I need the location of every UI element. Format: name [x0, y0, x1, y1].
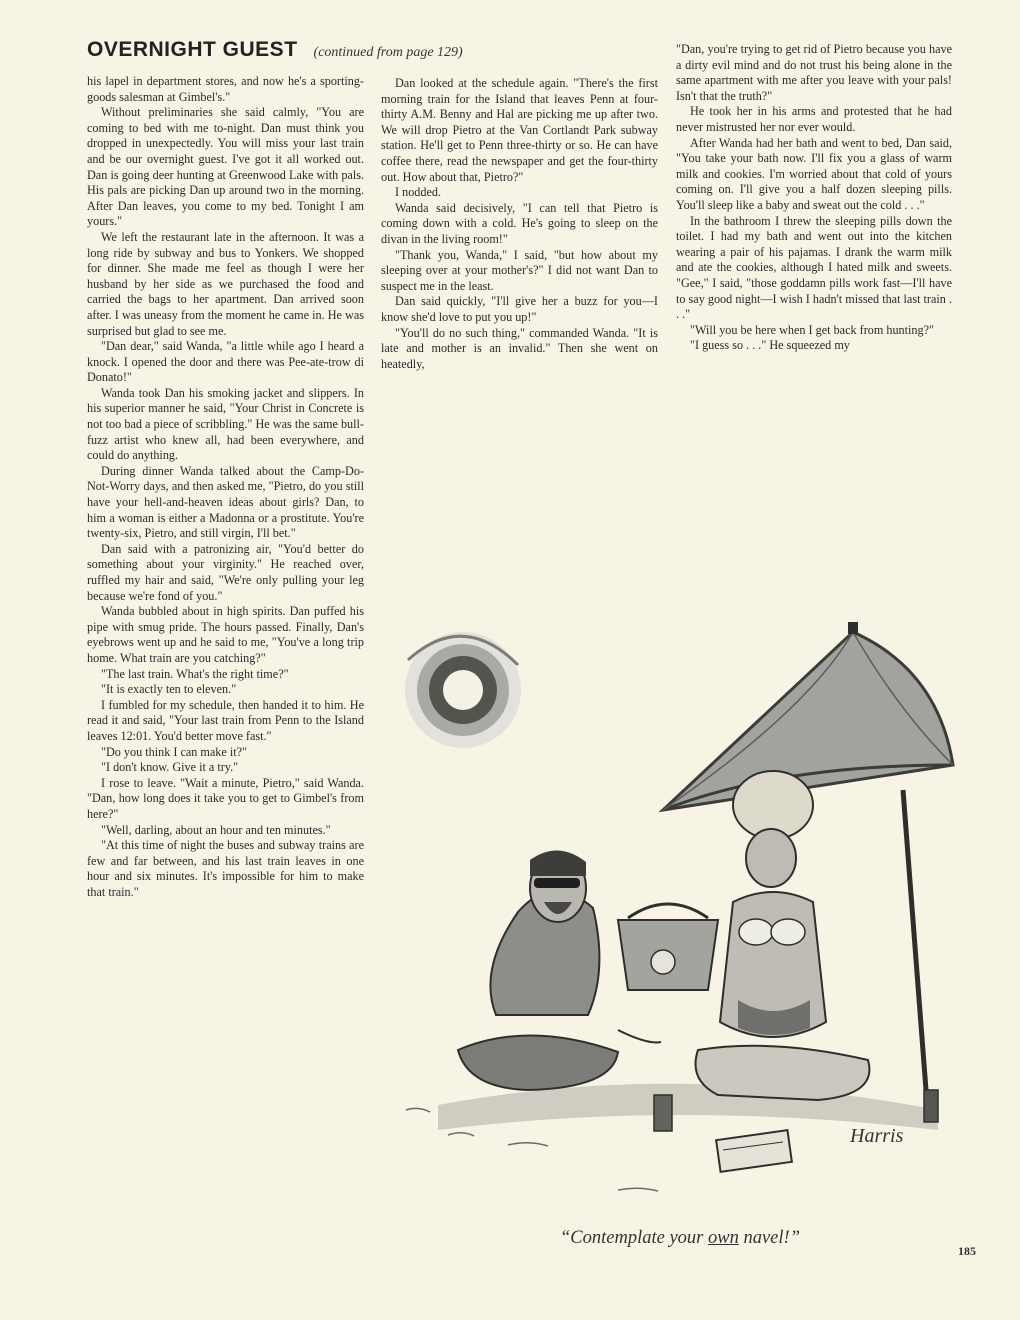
- text-column-2: [381, 76, 658, 546]
- paragraph: Dan said with a patronizing air, "You'd better do something about your virginity." He reached over, ruffled my hair and said, "We're only pulling your leg because we're fond of you.": [87, 541, 364, 603]
- paragraph: Dan looked at the schedule again. "There's the first morning train for the Island that leaves Penn at four-thirty A.M. Benny and Hal are picking me up after two. We will drop Pietro at the Van Cortlandt Park subway station. He'll get to Penn three-thirty or so. He can have coffee there, read the newspaper and get the four-thirty out. How about that, Pietro?": [381, 76, 658, 184]
- paragraph: Wanda said decisively, "I can tell that Pietro is coming down with a cold. He's going to sleep on the divan in the living room!": [381, 200, 658, 246]
- paragraph: After Wanda had her bath and went to bed, Dan said, "You take your bath now. I'll fix you a glass of warm milk and cookies. I'm worried about that cold of yours coming on. I'll give you a half dozen sleeping pills. You'll sleep like a baby and sweat out the cold . . .": [676, 135, 952, 212]
- picnic-basket: [618, 904, 718, 990]
- paragraph: I rose to leave. "Wait a minute, Pietro," said Wanda. "Dan, how long does it take you to get to Gimbel's from here?": [87, 775, 364, 821]
- paragraph: Wanda took Dan his smoking jacket and slippers. In his superior manner he said, "Your Christ in Concrete is not too bad a piece of scribbling." He was the same bull-fuzz artist who knew all, had been everywhere, and could do anything.: [87, 385, 364, 463]
- paragraph: He took her in his arms and protested that he had never mistrusted her nor ever would.: [676, 104, 952, 134]
- page-number: 185: [958, 1244, 976, 1258]
- paragraph: I nodded.: [395, 185, 442, 200]
- caption-emphasis: own: [708, 1228, 739, 1248]
- paragraph: his lapel in department stores, and now he's a sporting-goods salesman at Gimbel's.": [87, 74, 364, 104]
- paragraph: In the bathroom I threw the sleeping pills down the toilet. I had my bath and went out into the kitchen wearing a pair of his pajamas. I drank the warm milk and ate the cookies, although I hated milk and sweets. "Gee," I said, "those goddamn pills work fast—I'll have to say good night—I wish I hadn't missed that last train . . .": [676, 213, 952, 322]
- caption-text-end: navel!”: [738, 1228, 800, 1248]
- paragraph: "Do you think I can make it?": [101, 744, 248, 759]
- continued-note: (continued from page 129): [313, 45, 463, 60]
- paragraph: "You'll do no such thing," commanded Wanda. "It is late and mother is an invalid." Then she went on heatedly,: [381, 325, 658, 371]
- sun-illustration: [405, 632, 521, 748]
- paragraph: I fumbled for my schedule, then handed it to him. He read it and said, "Your last train from Penn to the Island leaves 12:01. You'd better move fast.": [87, 697, 364, 743]
- cartoon-caption: [500, 1228, 860, 1249]
- article-title: OVERNIGHT GUEST: [87, 38, 298, 61]
- paragraph: "Dan, you're trying to get rid of Pietro because you have a dirty evil mind and do not trust his being alone in the same apartment with me after you leave with your pals! Isn't that the truth?": [676, 42, 952, 103]
- paragraph: "Will you be here when I get back from hunting?": [690, 322, 934, 337]
- text-column-1: [87, 74, 364, 1264]
- paragraph: "I guess so . . ." He squeezed my: [690, 338, 850, 353]
- paragraph: "The last train. What's the right time?": [101, 666, 289, 681]
- text-column-3: [676, 42, 952, 547]
- paragraph: "I don't know. Give it a try.": [101, 760, 239, 775]
- article-header: [87, 38, 647, 68]
- paragraph: "Dan dear," said Wanda, "a little while ago I heard a knock. I opened the door and there was Pee-ate-trow di Donato!": [87, 339, 364, 385]
- paragraph: We left the restaurant late in the afternoon. It was a long ride by subway and bus to Yonkers. We shopped for dinner. She made me feel as though I were her husband by her side as we purchased the food and carried the bags to her apartment. Dan arrived soon after. I was uneasy from the moment he came in. He was surprised but glad to see me.: [87, 229, 364, 338]
- paragraph: "Thank you, Wanda," I said, "but how about my sleeping over at your mother's?" I did not want Dan to suspect me in the least.: [381, 247, 658, 293]
- paragraph: "At this time of night the buses and subway trains are few and far between, and his last train leaves in one hour and six minutes. It's impossible for him to make that train.": [87, 838, 364, 899]
- paragraph: "Well, darling, about an hour and ten minutes.": [101, 822, 331, 837]
- woman-figure: [696, 771, 870, 1100]
- artist-signature: Harris: [850, 1125, 904, 1147]
- paragraph: Wanda bubbled about in high spirits. Dan puffed his pipe with smug pride. The hours passed. Finally, Dan's eyebrows went up and he said to me, "You've a long trip home. What train are you catching?": [87, 604, 364, 665]
- paragraph: "It is exactly ten to eleven.": [101, 682, 237, 697]
- paragraph: During dinner Wanda talked about the Camp-Do-Not-Worry days, and then asked me, "Pietro, do you still have your hell-and-heaven ideas about girls? Dan, to him a woman is either a Madonna or a prostitute. You're twenty-six, Pietro, and still virgin, I'll bet.": [87, 463, 364, 541]
- paragraph: Without preliminaries she said calmly, "You are coming to bed with me to-night. Dan must think you dropped in unexpectedly. You will miss your last train and be our overnight guest. I've got it all worked out. Dan is going deer hunting at Greenwood Lake with pals. His pals are picking Dan up around two in the morning. After Dan leaves, you come to my bed. Tonight I am yours.": [87, 105, 364, 229]
- paragraph: Dan said quickly, "I'll give her a buzz for you—I know she'd love to put you up!": [381, 294, 658, 324]
- beach-cartoon: [378, 590, 960, 1220]
- caption-text: “Contemplate your: [560, 1228, 708, 1248]
